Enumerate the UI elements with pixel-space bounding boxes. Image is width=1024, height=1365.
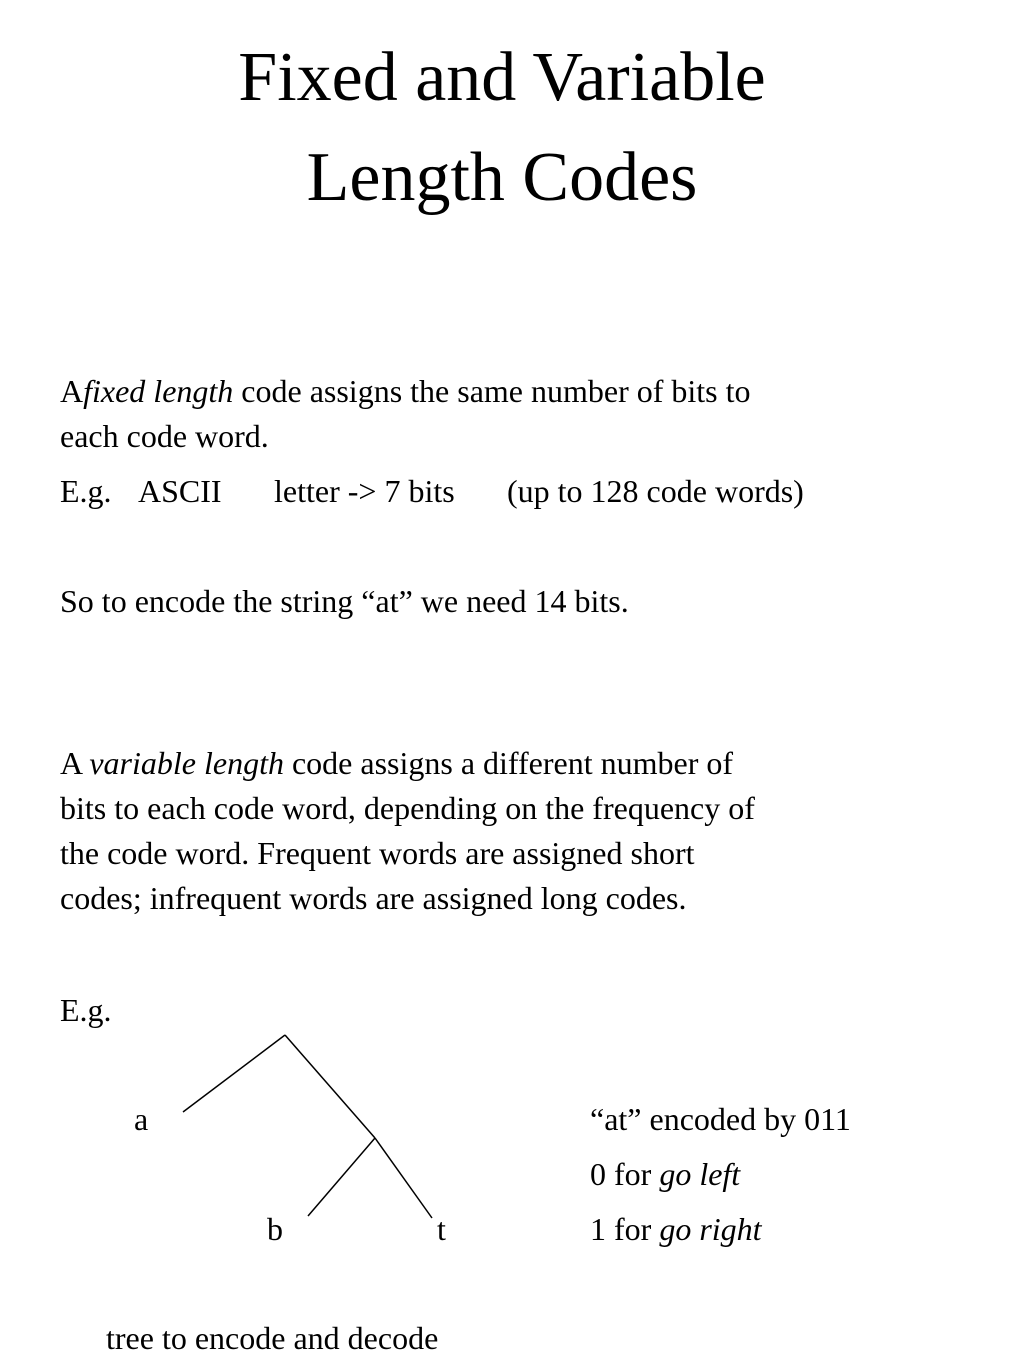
fixed-conclusion: So to encode the string “at” we need 14 bits.: [60, 583, 629, 619]
variable-line3: the code word. Frequent words are assigned short: [60, 835, 695, 871]
encoding-note: “at” encoded by 011: [590, 1101, 851, 1137]
go-left-term: go left: [659, 1156, 741, 1192]
go-left-prefix: 0 for: [590, 1156, 652, 1192]
title-line-1: Fixed and Variable: [238, 39, 766, 116]
edge-internal-to-t: [375, 1138, 432, 1218]
tree-leaf-t: t: [437, 1211, 446, 1247]
example-label: E.g.: [60, 992, 112, 1028]
fixed-prefix: A: [60, 373, 84, 409]
fixed-line2: each code word.: [60, 418, 269, 454]
fixed-example-label: E.g.: [60, 473, 112, 509]
variable-line2: bits to each code word, depending on the frequency of: [60, 790, 755, 826]
variable-line4: codes; infrequent words are assigned long codes.: [60, 880, 687, 916]
tree-leaf-b: b: [267, 1211, 283, 1247]
fixed-example-note: (up to 128 code words): [507, 473, 804, 509]
edge-root-to-internal: [285, 1035, 375, 1138]
go-right-term: go right: [659, 1211, 762, 1247]
variable-length-term: variable length: [89, 745, 284, 781]
fixed-example-scheme: ASCII: [138, 473, 222, 509]
go-right-note: [590, 1206, 762, 1252]
tree-leaf-a: a: [134, 1101, 149, 1137]
fixed-example-rule: letter -> 7 bits: [274, 473, 455, 509]
variable-line1-rest: code assigns a different number of: [291, 745, 734, 781]
tree-caption: tree to encode and decode: [106, 1320, 439, 1356]
edge-internal-to-b: [308, 1138, 375, 1216]
title-line-2: Length Codes: [306, 139, 698, 216]
variable-prefix: A: [60, 745, 82, 781]
fixed-line1-rest: code assigns the same number of bits to: [241, 373, 751, 409]
go-right-prefix: 1 for: [590, 1211, 652, 1247]
fixed-length-term: fixed length: [83, 373, 234, 409]
go-left-note: [590, 1151, 740, 1197]
edge-root-to-a: [183, 1035, 285, 1112]
